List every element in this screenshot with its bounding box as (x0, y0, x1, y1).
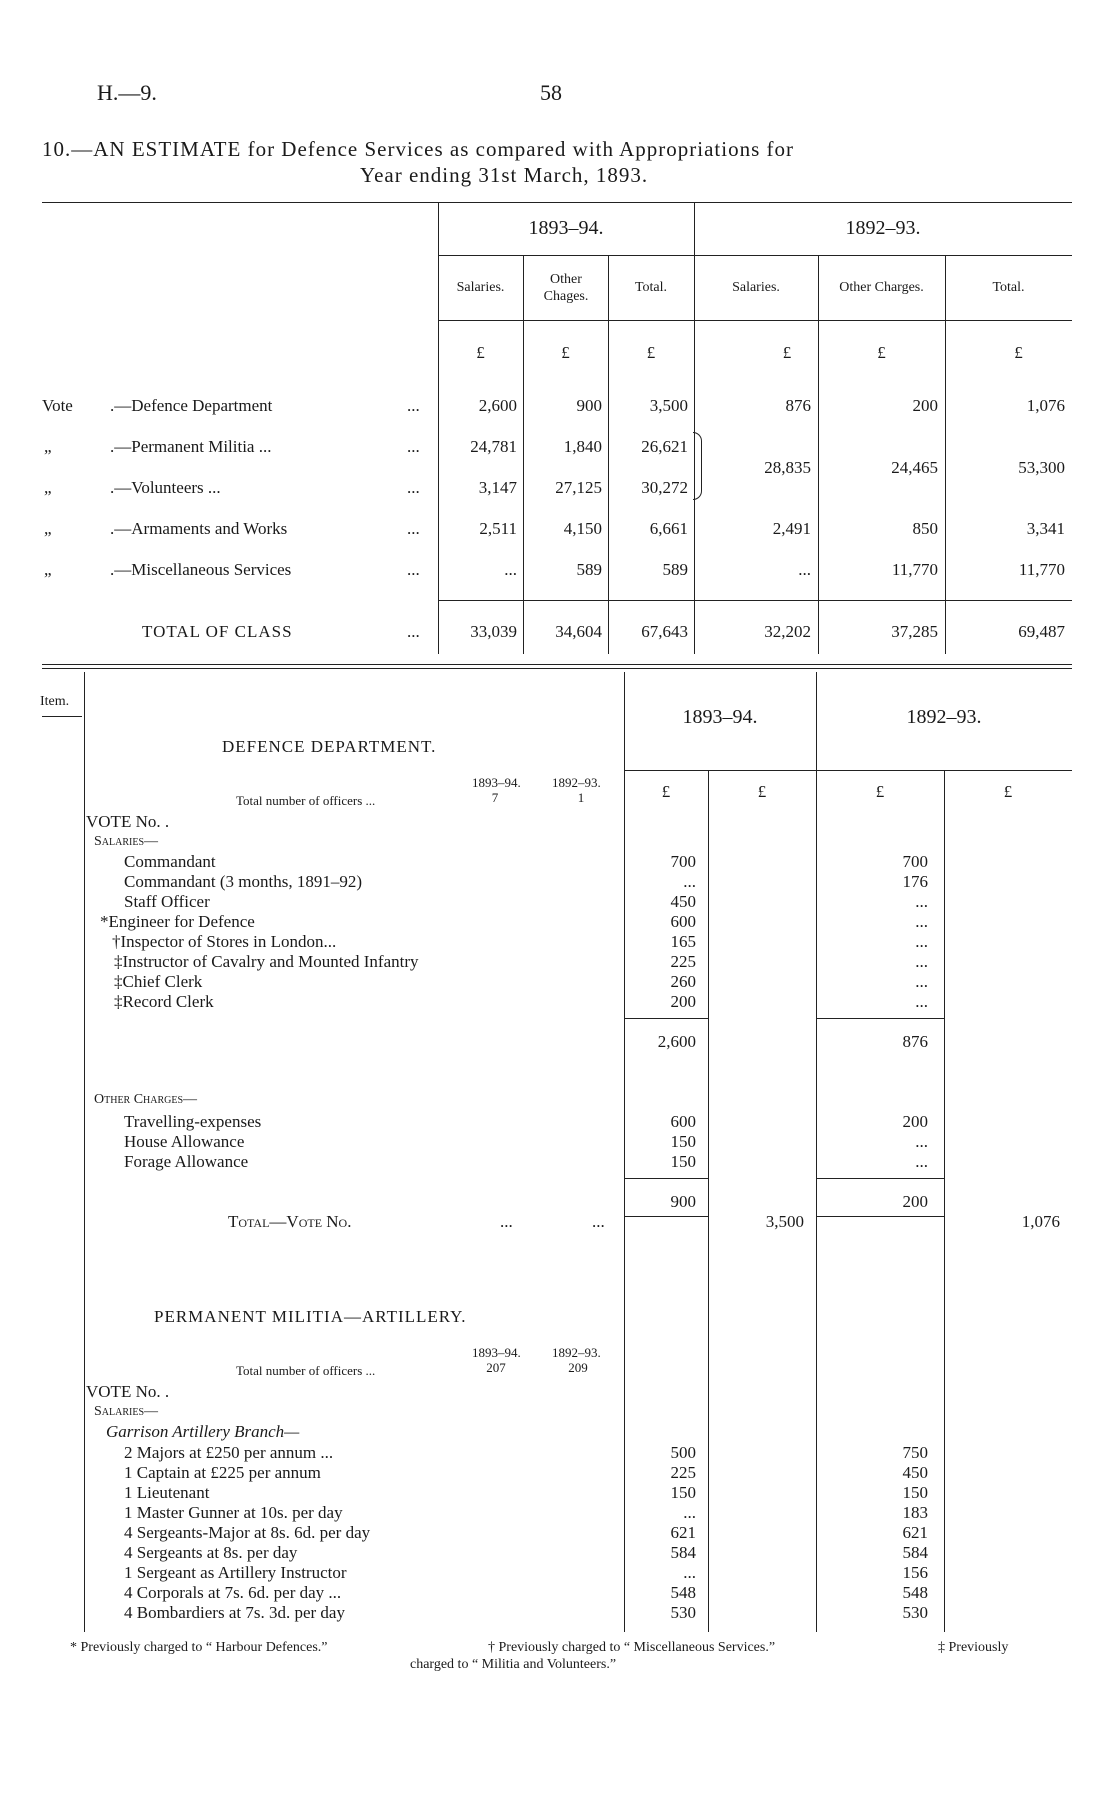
summary-cell: 200 (912, 396, 938, 415)
summary-cell: 24,781 (470, 437, 517, 456)
amount-b: ... (915, 1132, 928, 1151)
amount-a: 260 (670, 972, 696, 991)
currency-mark: £ (782, 343, 792, 362)
footnote: ‡ Previously (938, 1640, 1009, 1655)
list-item: 1 Sergeant as Artillery Instructor (124, 1563, 347, 1582)
currency-mark: £ (661, 782, 671, 801)
summary-total-label: TOTAL OF CLASS (142, 622, 293, 641)
leader-dots: ... (500, 1212, 513, 1231)
currency-mark: £ (1003, 782, 1013, 801)
summary-cell: 589 (576, 560, 602, 579)
amount-b: 530 (902, 1603, 928, 1622)
amount-b: ... (915, 952, 928, 971)
list-item: Travelling-expenses (124, 1112, 262, 1131)
amount-a: 600 (670, 912, 696, 931)
list-item: 4 Corporals at 7s. 6d. per day ... (124, 1583, 342, 1602)
page-title-line2: Year ending 31st March, 1893. (360, 163, 649, 187)
list-item: 1 Captain at £225 per annum (124, 1463, 321, 1482)
page-number: 58 (540, 80, 562, 105)
detail-period-b: 1892–93. (906, 706, 982, 728)
summary-cell: 2,491 (772, 519, 811, 538)
amount-a: 500 (670, 1443, 696, 1462)
currency-mark: £ (646, 343, 656, 362)
militia-heading: PERMANENT MILITIA—ARTILLERY. (154, 1307, 467, 1326)
vote-total: 1,076 (1021, 1212, 1060, 1231)
officers-count: 1 (577, 790, 585, 805)
summary-cell: 1,840 (563, 437, 602, 456)
list-item: 4 Sergeants-Major at 8s. 6d. per day (124, 1523, 371, 1542)
summary-cell: 30,272 (641, 478, 688, 497)
summary-row-name: .—Permanent Militia ... (110, 437, 272, 456)
amount-a: 530 (670, 1603, 696, 1622)
officers-count: 209 (568, 1360, 588, 1375)
amount-a: 600 (670, 1112, 696, 1131)
amount-b: 548 (902, 1583, 928, 1602)
officers-year: 1892–93. (552, 775, 601, 790)
currency-mark: £ (757, 782, 767, 801)
amount-a: 584 (670, 1543, 696, 1562)
list-item: Staff Officer (124, 892, 210, 911)
col-total-a: Total. (634, 280, 668, 295)
officers-year: 1893–94. (472, 1345, 521, 1360)
summary-cell: 850 (912, 519, 938, 538)
amount-b: 750 (902, 1443, 928, 1462)
vote-number: VOTE No. . (86, 1382, 170, 1401)
amount-b: 183 (902, 1503, 928, 1522)
leader-dots: ... (592, 1212, 605, 1231)
amount-a: ... (683, 1563, 696, 1582)
summary-cell: 3,341 (1026, 519, 1065, 538)
amount-a: ... (683, 1503, 696, 1522)
list-item: ‡Instructor of Cavalry and Mounted Infantry (114, 952, 419, 971)
vote-total-label: Total—Vote No. (228, 1212, 352, 1231)
summary-cell: 6,661 (649, 519, 688, 538)
salaries-heading: Salaries— (94, 834, 159, 849)
list-item: Forage Allowance (124, 1152, 249, 1171)
list-item: 2 Majors at £250 per annum ... (124, 1443, 334, 1462)
summary-total-cell: 69,487 (1018, 622, 1065, 641)
salaries-subtotal: 2,600 (657, 1032, 696, 1051)
list-item: Commandant (3 months, 1891–92) (124, 872, 362, 891)
currency-mark: £ (561, 343, 570, 362)
page-code: H.—9. (97, 80, 157, 105)
col-total-b: Total. (992, 280, 1025, 295)
list-item: House Allowance (124, 1132, 245, 1151)
vote-number: VOTE No. . (86, 812, 170, 831)
officers-label: Total number of officers ... (236, 1363, 376, 1378)
ditto-mark: „ (44, 560, 52, 579)
other-subtotal: 900 (670, 1192, 696, 1211)
summary-cell: ... (504, 560, 517, 579)
leader-dots: ... (407, 396, 420, 415)
amount-a: 225 (670, 952, 696, 971)
summary-total-cell: 34,604 (555, 622, 602, 641)
summary-cell: 11,770 (891, 560, 938, 579)
list-item: ‡Record Clerk (114, 992, 214, 1011)
amount-b: ... (915, 992, 928, 1011)
summary-total-cell: 67,643 (641, 622, 688, 641)
list-item: ‡Chief Clerk (114, 972, 203, 991)
currency-mark: £ (877, 343, 886, 362)
amount-a: 548 (670, 1583, 696, 1602)
amount-a: 165 (670, 932, 696, 951)
summary-cell: 11,770 (1018, 560, 1065, 579)
page-title-line1: 10.—AN ESTIMATE for Defence Services as compared with Appropriations for (42, 137, 794, 161)
amount-b: ... (915, 1152, 928, 1171)
currency-mark: £ (476, 343, 485, 362)
col-salaries-b: Salaries. (732, 280, 780, 295)
currency-mark: £ (1014, 343, 1023, 362)
officers-year: 1893–94. (472, 775, 521, 790)
summary-row-name: .—Volunteers ... (110, 478, 221, 497)
summary-cell: 3,147 (478, 478, 517, 497)
summary-cell: 4,150 (563, 519, 602, 538)
amount-b: 450 (902, 1463, 928, 1482)
summary-row-name: .—Defence Department (110, 396, 273, 415)
amount-a: 200 (670, 992, 696, 1011)
summary-total-cell: 32,202 (764, 622, 811, 641)
amount-a: 150 (670, 1483, 696, 1502)
defence-heading: DEFENCE DEPARTMENT. (222, 737, 437, 756)
footnote: † Previously charged to “ Miscellaneous Services.” (488, 1640, 776, 1655)
amount-a: 225 (670, 1463, 696, 1482)
ditto-mark: „ (44, 519, 52, 538)
salaries-subtotal: 876 (902, 1032, 928, 1051)
detail-period-a: 1893–94. (682, 706, 758, 728)
amount-b: 176 (902, 872, 928, 891)
summary-row-name: .—Miscellaneous Services (110, 560, 292, 579)
amount-b: ... (915, 972, 928, 991)
officers-count: 7 (491, 790, 499, 805)
officers-count: 207 (486, 1360, 506, 1375)
summary-cell: 876 (785, 396, 811, 415)
footnote: * Previously charged to “ Harbour Defences.” (70, 1640, 328, 1655)
branch-heading: Garrison Artillery Branch— (106, 1422, 300, 1441)
amount-a: ... (683, 872, 696, 891)
summary-cell: 589 (662, 560, 688, 579)
amount-a: 621 (670, 1523, 696, 1542)
summary-cell: 900 (576, 396, 602, 415)
summary-total-cell: 37,285 (891, 622, 938, 641)
col-other-b: Other Charges. (839, 280, 924, 295)
summary-row-name: .—Armaments and Works (110, 519, 288, 538)
currency-mark: £ (875, 782, 885, 801)
amount-b: 150 (902, 1483, 928, 1502)
amount-b: 700 (902, 852, 928, 871)
officers-label: Total number of officers ... (236, 793, 376, 808)
item-label: Item. (40, 694, 70, 709)
leader-dots: ... (407, 437, 420, 456)
summary-cell: 1,076 (1026, 396, 1065, 415)
amount-a: 150 (670, 1152, 696, 1171)
ditto-mark: „ (44, 478, 52, 497)
amount-b: 584 (902, 1543, 928, 1562)
amount-b: 200 (902, 1112, 928, 1131)
amount-a: 150 (670, 1132, 696, 1151)
summary-cell: 3,500 (649, 396, 688, 415)
amount-b: 156 (902, 1563, 928, 1582)
list-item: 4 Sergeants at 8s. per day (124, 1543, 298, 1562)
leader-dots: ... (407, 519, 420, 538)
ditto-mark: „ (44, 437, 52, 456)
list-item: 1 Lieutenant (124, 1483, 210, 1502)
summary-merged-cell: 53,300 (1018, 458, 1065, 477)
vote-label: Vote (42, 396, 73, 415)
amount-b: ... (915, 932, 928, 951)
list-item: †Inspector of Stores in London... (112, 932, 337, 951)
amount-b: ... (915, 912, 928, 931)
summary-merged-cell: 28,835 (764, 458, 811, 477)
summary-cell: 27,125 (555, 478, 602, 497)
leader-dots: ... (407, 478, 420, 497)
salaries-heading: Salaries— (94, 1404, 159, 1419)
summary-cell: ... (798, 560, 811, 579)
officers-year: 1892–93. (552, 1345, 601, 1360)
amount-b: 621 (902, 1523, 928, 1542)
other-subtotal: 200 (902, 1192, 928, 1211)
leader-dots: ... (407, 560, 420, 579)
amount-a: 700 (670, 852, 696, 871)
summary-cell: 2,600 (478, 396, 517, 415)
col-other-a: Other Chages. (543, 272, 589, 304)
summary-period-b: 1892–93. (845, 217, 921, 239)
list-item: *Engineer for Defence (100, 912, 255, 931)
amount-b: ... (915, 892, 928, 911)
summary-cell: 2,511 (479, 519, 517, 538)
summary-period-a: 1893–94. (528, 217, 604, 239)
other-charges-heading: Other Charges— (94, 1092, 198, 1107)
list-item: 1 Master Gunner at 10s. per day (124, 1503, 343, 1522)
footnote: charged to “ Militia and Volunteers.” (410, 1657, 617, 1672)
leader-dots: ... (407, 622, 420, 641)
amount-a: 450 (670, 892, 696, 911)
summary-merged-cell: 24,465 (891, 458, 938, 477)
list-item: Commandant (124, 852, 216, 871)
col-salaries-a: Salaries. (456, 280, 505, 295)
list-item: 4 Bombardiers at 7s. 3d. per day (124, 1603, 345, 1622)
vote-total: 3,500 (765, 1212, 804, 1231)
summary-total-cell: 33,039 (470, 622, 517, 641)
summary-cell: 26,621 (641, 437, 688, 456)
